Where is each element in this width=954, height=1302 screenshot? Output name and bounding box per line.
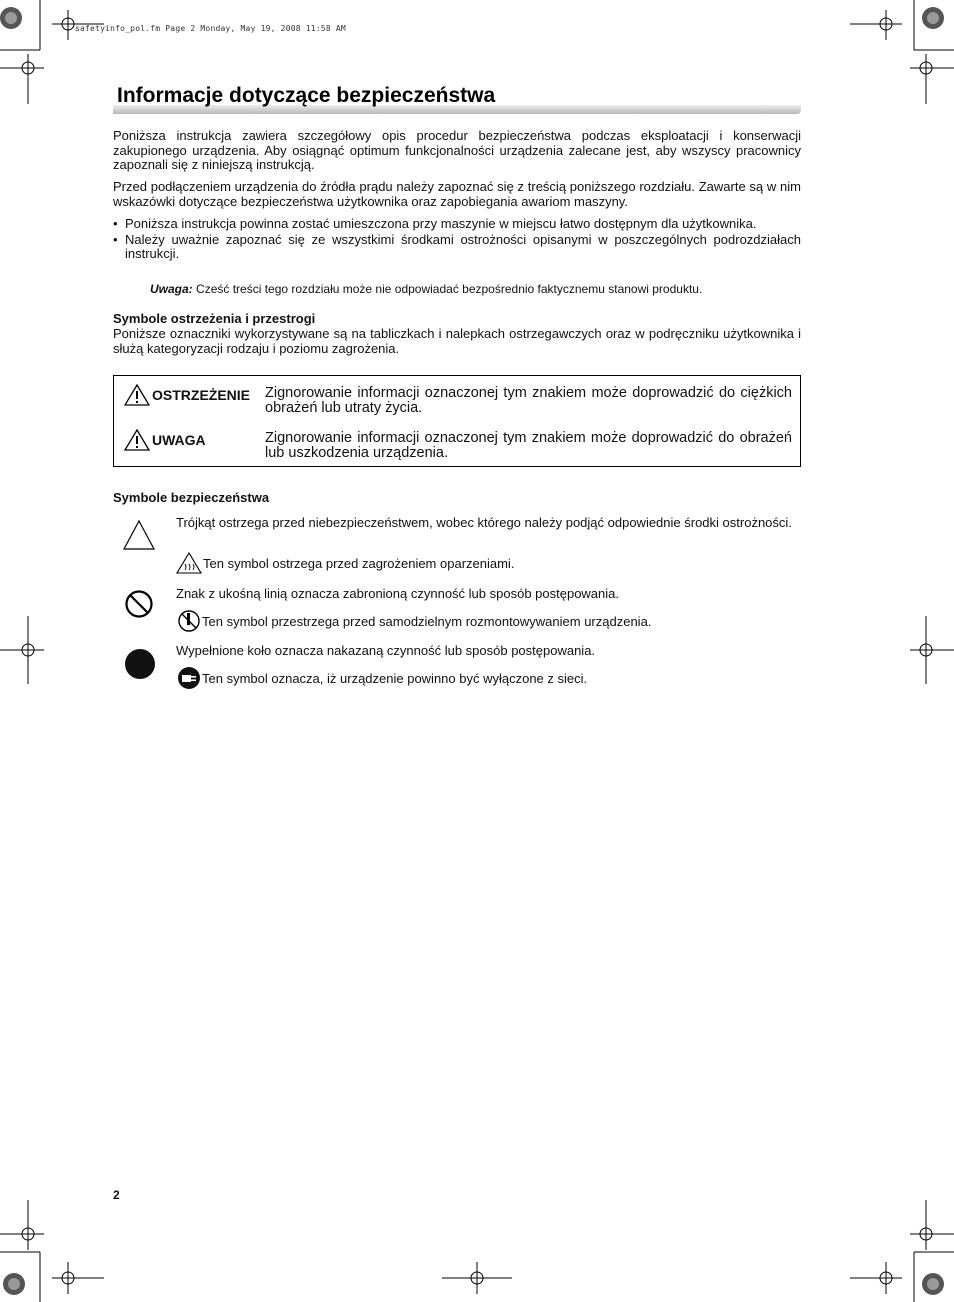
registration-mark-mr — [910, 616, 954, 684]
filled-circle-description: Wypełnione koło oznacza nakazaną czynność lub sposób postępowania. — [176, 643, 596, 658]
triangle-description: Trójkąt ostrzega przed niebezpieczeństwem, wobec którego należy podjąć odpowiednie środki ostrożności. — [176, 515, 792, 530]
registration-mark-tr2 — [910, 54, 954, 104]
list-item: • Należy uważnie zapoznać się ze wszystkimi środkami ostrożności opisanymi w poszczególnych podrozdziałach instrukcji. — [113, 233, 801, 262]
note-label: Uwaga: — [150, 282, 193, 296]
prohibition-icon — [124, 589, 154, 619]
warning-symbols-heading: Symbole ostrzeżenia i przestrogi — [113, 311, 316, 326]
registration-mark-bl1 — [0, 1200, 44, 1250]
note — [150, 282, 702, 296]
intro-bullet-list — [113, 217, 801, 263]
no-disassembly-icon — [176, 609, 202, 633]
star-target-bl — [3, 1273, 25, 1295]
warning-triangle-icon — [124, 384, 150, 406]
unplug-icon — [176, 666, 202, 690]
unplug-text: Ten symbol oznacza, iż urządzenie powinno być wyłączone z sieci. — [202, 670, 588, 686]
warning-text: Zignorowanie informacji oznaczonej tym znakiem może doprowadzić do ciężkich obrażeń lub utraty życia. — [265, 385, 792, 416]
unplug-example — [176, 666, 587, 690]
caution-text: Zignorowanie informacji oznaczonej tym znakiem może doprowadzić do obrażeń lub uszkodzenia urządzenia. — [265, 430, 792, 461]
registration-mark-bl2 — [52, 1262, 104, 1294]
title-block — [113, 84, 801, 114]
star-target-tl — [0, 7, 22, 29]
caution-triangle-icon — [124, 429, 150, 451]
star-target-tr — [922, 7, 944, 29]
registration-mark-ml — [0, 616, 44, 684]
note-text: Cześć treści tego rozdziału może nie odpowiadać bezpośrednio faktycznemu stanowi produktu. — [192, 282, 703, 296]
registration-mark-tr1 — [850, 10, 902, 40]
prohibition-description: Znak z ukośną linią oznacza zabronioną czynność lub sposób postępowania. — [176, 586, 619, 601]
registration-mark-tl2 — [0, 54, 44, 104]
caution-label: UWAGA — [152, 432, 206, 448]
filled-circle-icon — [124, 648, 156, 680]
registration-mark-br1 — [850, 1262, 902, 1294]
file-header-line: safetyinfo_pol.fm Page 2 Monday, May 19, 2008 11:58 AM — [75, 24, 346, 33]
safety-symbols-heading: Symbole bezpieczeństwa — [113, 490, 270, 505]
warning-table — [113, 375, 801, 467]
star-target-br — [922, 1273, 944, 1295]
page-number: 2 — [113, 1188, 120, 1202]
warning-symbols-description: Poniższe oznaczniki wykorzystywane są na tabliczkach i nalepkach ostrzegawczych oraz w podręczniku użytkownika i służą kategoryzacji rodzaju i poziomu zagrożenia. — [113, 326, 801, 356]
hot-surface-icon — [176, 552, 203, 574]
triangle-icon — [122, 519, 156, 551]
no-disassembly-text: Ten symbol przestrzega przed samodzielnym rozmontowywaniem urządzenia. — [202, 613, 652, 629]
warning-label: OSTRZEŻENIE — [152, 387, 251, 403]
intro-paragraph-1: Poniższa instrukcja zawiera szczegółowy opis procedur bezpieczeństwa podczas eksploatacji i konserwacji zakupionego urządzenia. Aby osiągnąć optimum funkcjonalności urządzenia zalecane jest, aby wszyscy pracownicy zapoznali się z niniejszą instrukcją. — [113, 128, 801, 172]
hot-surface-example — [176, 552, 514, 574]
intro-paragraph-2: Przed podłączeniem urządzenia do źródła prądu należy zapoznać się z treścią poniższego rozdziału. Zawarte są w nim wskazówki dotyczące bezpieczeństwa użytkownika oraz zapobiegania awariom maszyny. — [113, 179, 801, 209]
registration-mark-bc — [442, 1262, 512, 1294]
hot-surface-text: Ten symbol ostrzega przed zagrożeniem oparzeniami. — [203, 555, 515, 571]
no-disassembly-example — [176, 609, 651, 633]
list-item: • Poniższa instrukcja powinna zostać umieszczona przy maszynie w miejscu łatwo dostępnym dla użytkownika. — [113, 217, 801, 232]
registration-mark-br2 — [910, 1200, 954, 1250]
page-title: Informacje dotyczące bezpieczeństwa — [117, 84, 496, 107]
